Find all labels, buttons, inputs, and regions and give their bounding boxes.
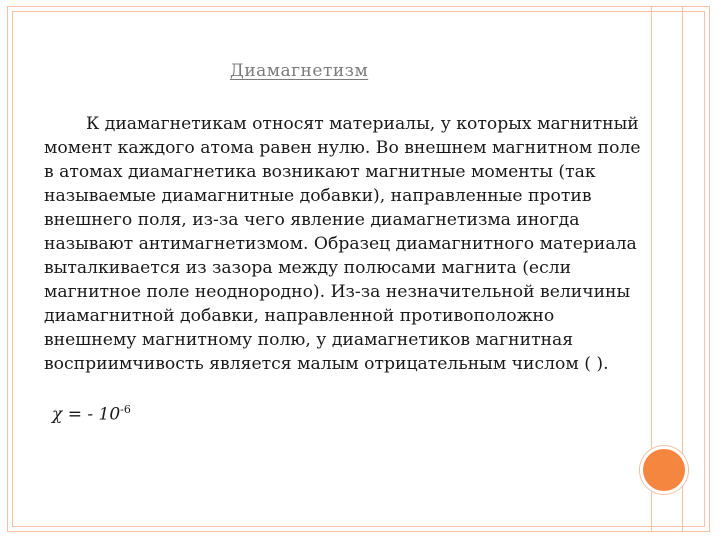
formula-equals: = - 10 [67,404,121,425]
susceptibility-formula [52,403,131,425]
slide-body-text: К диамагнетикам относят материалы, у которых магнитный момент каждого атома равен нулю. Во внешнем магнитном поле в атомах диамагнетика возникают магнитные моменты (так называемые диамагнитные добавки), направленные против внешнего поля, из-за чего явление диамагнетизма иногда называют антимагнетизмом. Образец диамагнитного материала выталкивается из зазора между полюсами магнита (если магнитное поле неоднородно). Из-за незначительной величины диамагнитной добавки, направленной противоположно внешнему магнитному полю, у диамагнетиков магнитная восприимчивость является малым отрицательным числом ( ). [44,114,641,374]
chi-symbol: χ [52,404,63,425]
formula-exponent: -6 [120,403,131,416]
decorative-circle [640,446,688,494]
slide-title: Диамагнетизм [230,61,369,81]
